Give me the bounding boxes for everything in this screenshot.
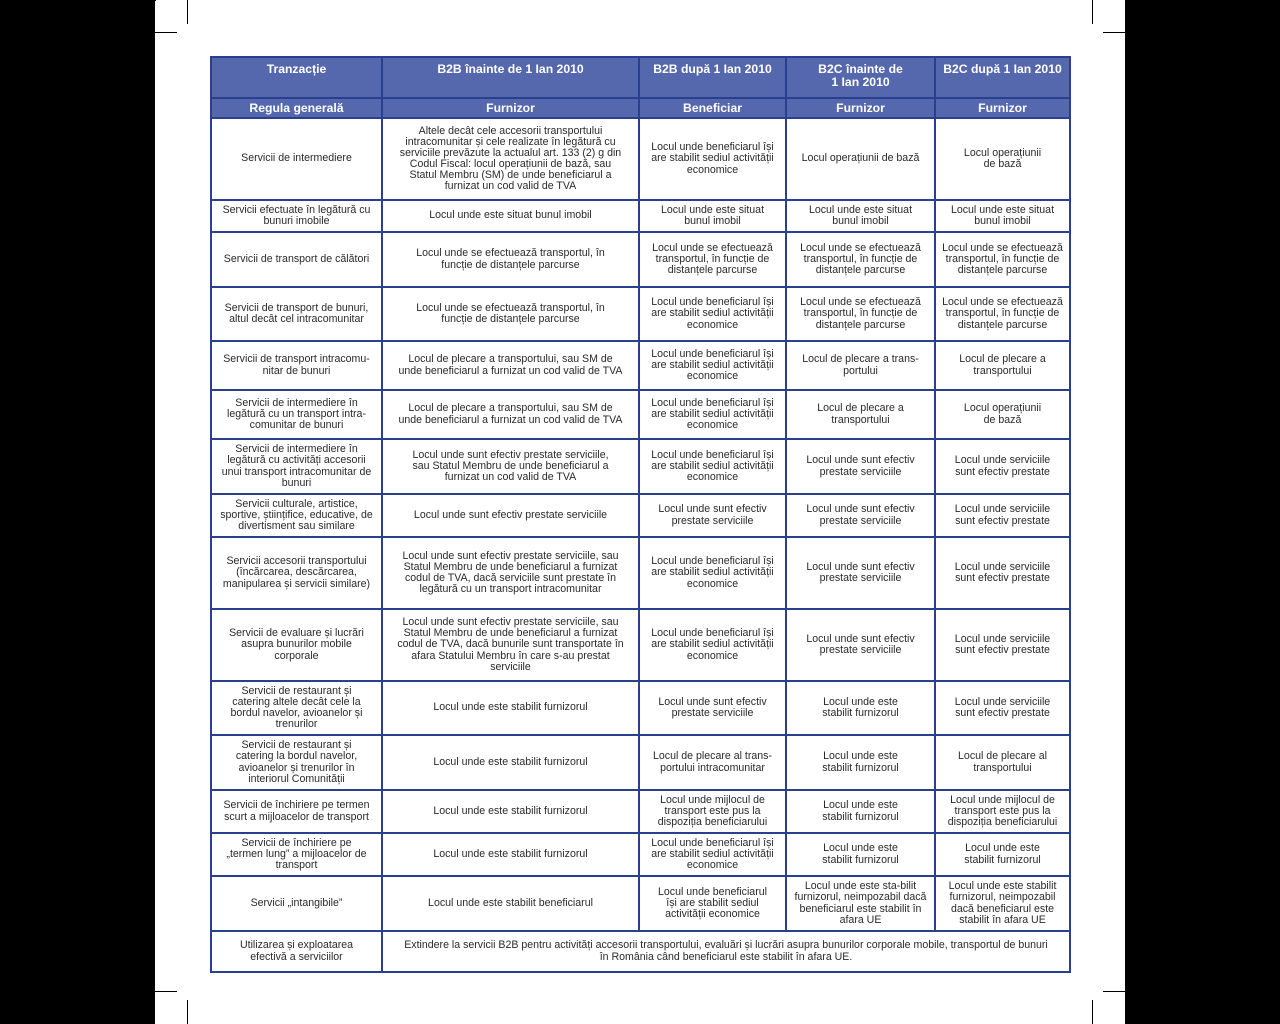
table-cell: Locul unde este situat bunul imobil [639, 200, 786, 232]
table-cell: Locul unde este stabilit furnizorul [786, 833, 935, 876]
table-row [211, 287, 1070, 341]
table-row [211, 118, 1070, 200]
table-cell: Locul de plecare a transportului, sau SM de unde beneficiarul a furnizat un cod valid de TVA [382, 341, 639, 390]
table-cell: Locul unde este stabilit furnizorul [382, 681, 639, 735]
column-subheader: Furnizor [382, 98, 639, 118]
table-cell: Locul unde este stabilit furnizorul [786, 790, 935, 833]
crop-mark [1103, 991, 1125, 992]
table-cell: Locul unde serviciile sunt efectiv prestate [935, 609, 1070, 681]
table-cell: Locul unde mijlocul de transport este pus la dispoziția beneficiarului [639, 790, 786, 833]
table-cell: Locul de plecare a transportului [786, 390, 935, 439]
subheader-row [211, 98, 1070, 118]
table-cell: Locul unde sunt efectiv prestate serviciile [786, 494, 935, 537]
table-cell: Servicii de transport intracomu-nitar de bunuri [211, 341, 382, 390]
table-cell: Locul unde beneficiarul își are stabilit sediul activității economice [639, 537, 786, 609]
table-cell: Locul operațiunii de bază [935, 118, 1070, 200]
table-cell: Locul unde este sta-bilit furnizorul, neimpozabil dacă beneficiarul este stabilit în afara UE [786, 876, 935, 931]
crop-mark [187, 0, 188, 24]
table-cell: Locul unde se efectuează transportul, în funcție de distanțele parcurse [382, 232, 639, 287]
table-cell: Locul unde beneficiarul își are stabilit sediul activității economice [639, 876, 786, 931]
table-cell: Locul de plecare a transportului, sau SM de unde beneficiarul a furnizat un cod valid de TVA [382, 390, 639, 439]
table-cell: Locul unde este stabilit furnizorul, neimpozabil dacă beneficiarul este stabilit în afara UE [935, 876, 1070, 931]
table-row [211, 232, 1070, 287]
table-cell: Locul unde sunt efectiv prestate serviciile [786, 537, 935, 609]
table-cell: Servicii de intermediere în legătură cu activități accesorii unui transport intracomunitar de bunuri [211, 439, 382, 494]
table-cell: Servicii de transport de bunuri, altul decât cel intracomunitar [211, 287, 382, 341]
table-cell: Locul unde serviciile sunt efectiv prestate [935, 494, 1070, 537]
table-cell: Locul unde beneficiarul își are stabilit sediul activității economice [639, 390, 786, 439]
table-row [211, 833, 1070, 876]
table-cell: Locul unde beneficiarul își are stabilit sediul activității economice [639, 287, 786, 341]
column-header: B2B înainte de 1 Ian 2010 [382, 57, 639, 98]
column-header: Tranzacție [211, 57, 382, 98]
column-header: B2B după 1 Ian 2010 [639, 57, 786, 98]
table-cell: Locul unde este stabilit furnizorul [382, 833, 639, 876]
table-cell: Servicii accesorii transportului (încărcarea, descărcarea, manipularea și servicii similare) [211, 537, 382, 609]
table-cell: Locul unde sunt efectiv prestate serviciile [639, 681, 786, 735]
table-row [211, 537, 1070, 609]
table-cell: Locul unde beneficiarul își are stabilit sediul activității economice [639, 118, 786, 200]
table-cell: Servicii culturale, artistice, sportive, științifice, educative, de divertisment sau similare [211, 494, 382, 537]
crop-mark [187, 1000, 188, 1024]
table-row [211, 494, 1070, 537]
crop-mark [155, 991, 177, 992]
table-row [211, 341, 1070, 390]
table-cell: Locul unde sunt efectiv prestate serviciile [382, 494, 639, 537]
table-cell: Locul operațiunii de bază [935, 390, 1070, 439]
table-cell: Locul unde sunt efectiv prestate serviciile [786, 439, 935, 494]
crop-mark [1092, 0, 1093, 24]
header-row [211, 57, 1070, 98]
table-cell: Locul unde serviciile sunt efectiv prestate [935, 537, 1070, 609]
table-cell: Locul unde se efectuează transportul, în funcție de distanțele parcurse [786, 232, 935, 287]
table-cell: Locul de plecare a transportului [935, 341, 1070, 390]
table-row [211, 200, 1070, 232]
table-cell: Locul operațiunii de bază [786, 118, 935, 200]
table-cell: Locul unde este stabilit furnizorul [786, 735, 935, 790]
table-cell: Locul unde mijlocul de transport este pus la dispoziția beneficiarului [935, 790, 1070, 833]
table-cell: Locul unde serviciile sunt efectiv prestate [935, 681, 1070, 735]
table-cell: Locul de plecare al trans-portului intracomunitar [639, 735, 786, 790]
table-row [211, 681, 1070, 735]
table-cell: Locul unde este situat bunul imobil [382, 200, 639, 232]
table-row [211, 609, 1070, 681]
document-page [155, 0, 1125, 1024]
table-cell: Servicii de restaurant și catering altele decât cele la bordul navelor, avioanelor și trenurilor [211, 681, 382, 735]
column-subheader: Beneficiar [639, 98, 786, 118]
table-cell: Locul unde sunt efectiv prestate serviciile [639, 494, 786, 537]
table-cell: Locul unde este stabilit furnizorul [382, 735, 639, 790]
table-cell: Servicii „intangibile” [211, 876, 382, 931]
column-subheader: Furnizor [786, 98, 935, 118]
table-cell: Locul unde este stabilit beneficiarul [382, 876, 639, 931]
table-row [211, 390, 1070, 439]
table-cell: Locul unde sunt efectiv prestate serviciile, sau Statul Membru de unde beneficiarul a furnizat un cod valid de TVA [382, 439, 639, 494]
table-cell: Locul de plecare a trans-portului [786, 341, 935, 390]
column-subheader: Regula generală [211, 98, 382, 118]
column-header: B2C după 1 Ian 2010 [935, 57, 1070, 98]
table-cell: Locul unde sunt efectiv prestate serviciile [786, 609, 935, 681]
table-cell: Locul unde beneficiarul își are stabilit sediul activității economice [639, 609, 786, 681]
table-cell: Servicii de închiriere pe termen scurt a mijloacelor de transport [211, 790, 382, 833]
table-cell: Locul unde este stabilit furnizorul [382, 790, 639, 833]
table-cell: Locul unde sunt efectiv prestate serviciile, sau Statul Membru de unde beneficiarul a furnizat codul de TVA, dacă bunurile sunt transportate în afara Statului Membru în care s-au prestat serviciile [382, 609, 639, 681]
table-cell: Locul unde se efectuează transportul, în funcție de distanțele parcurse [786, 287, 935, 341]
table-cell: Locul unde serviciile sunt efectiv prestate [935, 439, 1070, 494]
table-cell: Locul unde este stabilit furnizorul [935, 833, 1070, 876]
table-cell: Altele decât cele accesorii transportului intracomunitar și cele realizate în legătură cu serviciile prevăzute la actualul art. 133 (2) g din Codul Fiscal: locul operațiunii de bază, sau Statul Membru (SM) de unde beneficiarul a furnizat un cod valid de TVA [382, 118, 639, 200]
table-cell: Locul unde beneficiarul își are stabilit sediul activității economice [639, 833, 786, 876]
table-cell: Locul unde se efectuează transportul, în funcție de distanțele parcurse [639, 232, 786, 287]
table-cell: Locul de plecare al transportului [935, 735, 1070, 790]
crop-mark [155, 32, 177, 33]
table-cell-wide: Extindere la servicii B2B pentru activități accesorii transportului, evaluări și lucrări asupra bunurilor corporale mobile, transportul de bunuri în România când beneficiarul este stabilit în afara UE. [382, 931, 1070, 972]
column-header: B2C înainte de 1 Ian 2010 [786, 57, 935, 98]
table-row [211, 876, 1070, 931]
table-cell: Locul unde este situat bunul imobil [786, 200, 935, 232]
table-cell: Locul unde beneficiarul își are stabilit sediul activității economice [639, 439, 786, 494]
table-cell: Locul unde sunt efectiv prestate serviciile, sau Statul Membru de unde beneficiarul a furnizat codul de TVA, dacă serviciile sunt prestate în legătură cu un transport intracomunitar [382, 537, 639, 609]
table-cell: Locul unde se efectuează transportul, în funcție de distanțele parcurse [935, 232, 1070, 287]
table-cell: Servicii de restaurant și catering la bordul navelor, avioanelor și trenurilor în interiorul Comunității [211, 735, 382, 790]
table-cell: Locul unde se efectuează transportul, în funcție de distanțele parcurse [382, 287, 639, 341]
table-cell: Servicii de evaluare și lucrări asupra bunurilor mobile corporale [211, 609, 382, 681]
table-row [211, 439, 1070, 494]
crop-mark [1092, 1000, 1093, 1024]
vat-rules-table [210, 56, 1071, 973]
table-row [211, 931, 1070, 972]
column-subheader: Furnizor [935, 98, 1070, 118]
crop-mark [1103, 32, 1125, 33]
table-cell: Servicii de intermediere [211, 118, 382, 200]
table-cell: Servicii de închiriere pe „termen lung” a mijloacelor de transport [211, 833, 382, 876]
table-row [211, 790, 1070, 833]
table-cell: Servicii de intermediere în legătură cu un transport intra-comunitar de bunuri [211, 390, 382, 439]
table-cell: Locul unde beneficiarul își are stabilit sediul activității economice [639, 341, 786, 390]
table-cell: Locul unde se efectuează transportul, în funcție de distanțele parcurse [935, 287, 1070, 341]
table-cell: Servicii efectuate în legătură cu bunuri imobile [211, 200, 382, 232]
table-cell: Locul unde este stabilit furnizorul [786, 681, 935, 735]
table-cell: Utilizarea și exploatarea efectivă a serviciilor [211, 931, 382, 972]
table-cell: Servicii de transport de călători [211, 232, 382, 287]
table-row [211, 735, 1070, 790]
table-cell: Locul unde este situat bunul imobil [935, 200, 1070, 232]
